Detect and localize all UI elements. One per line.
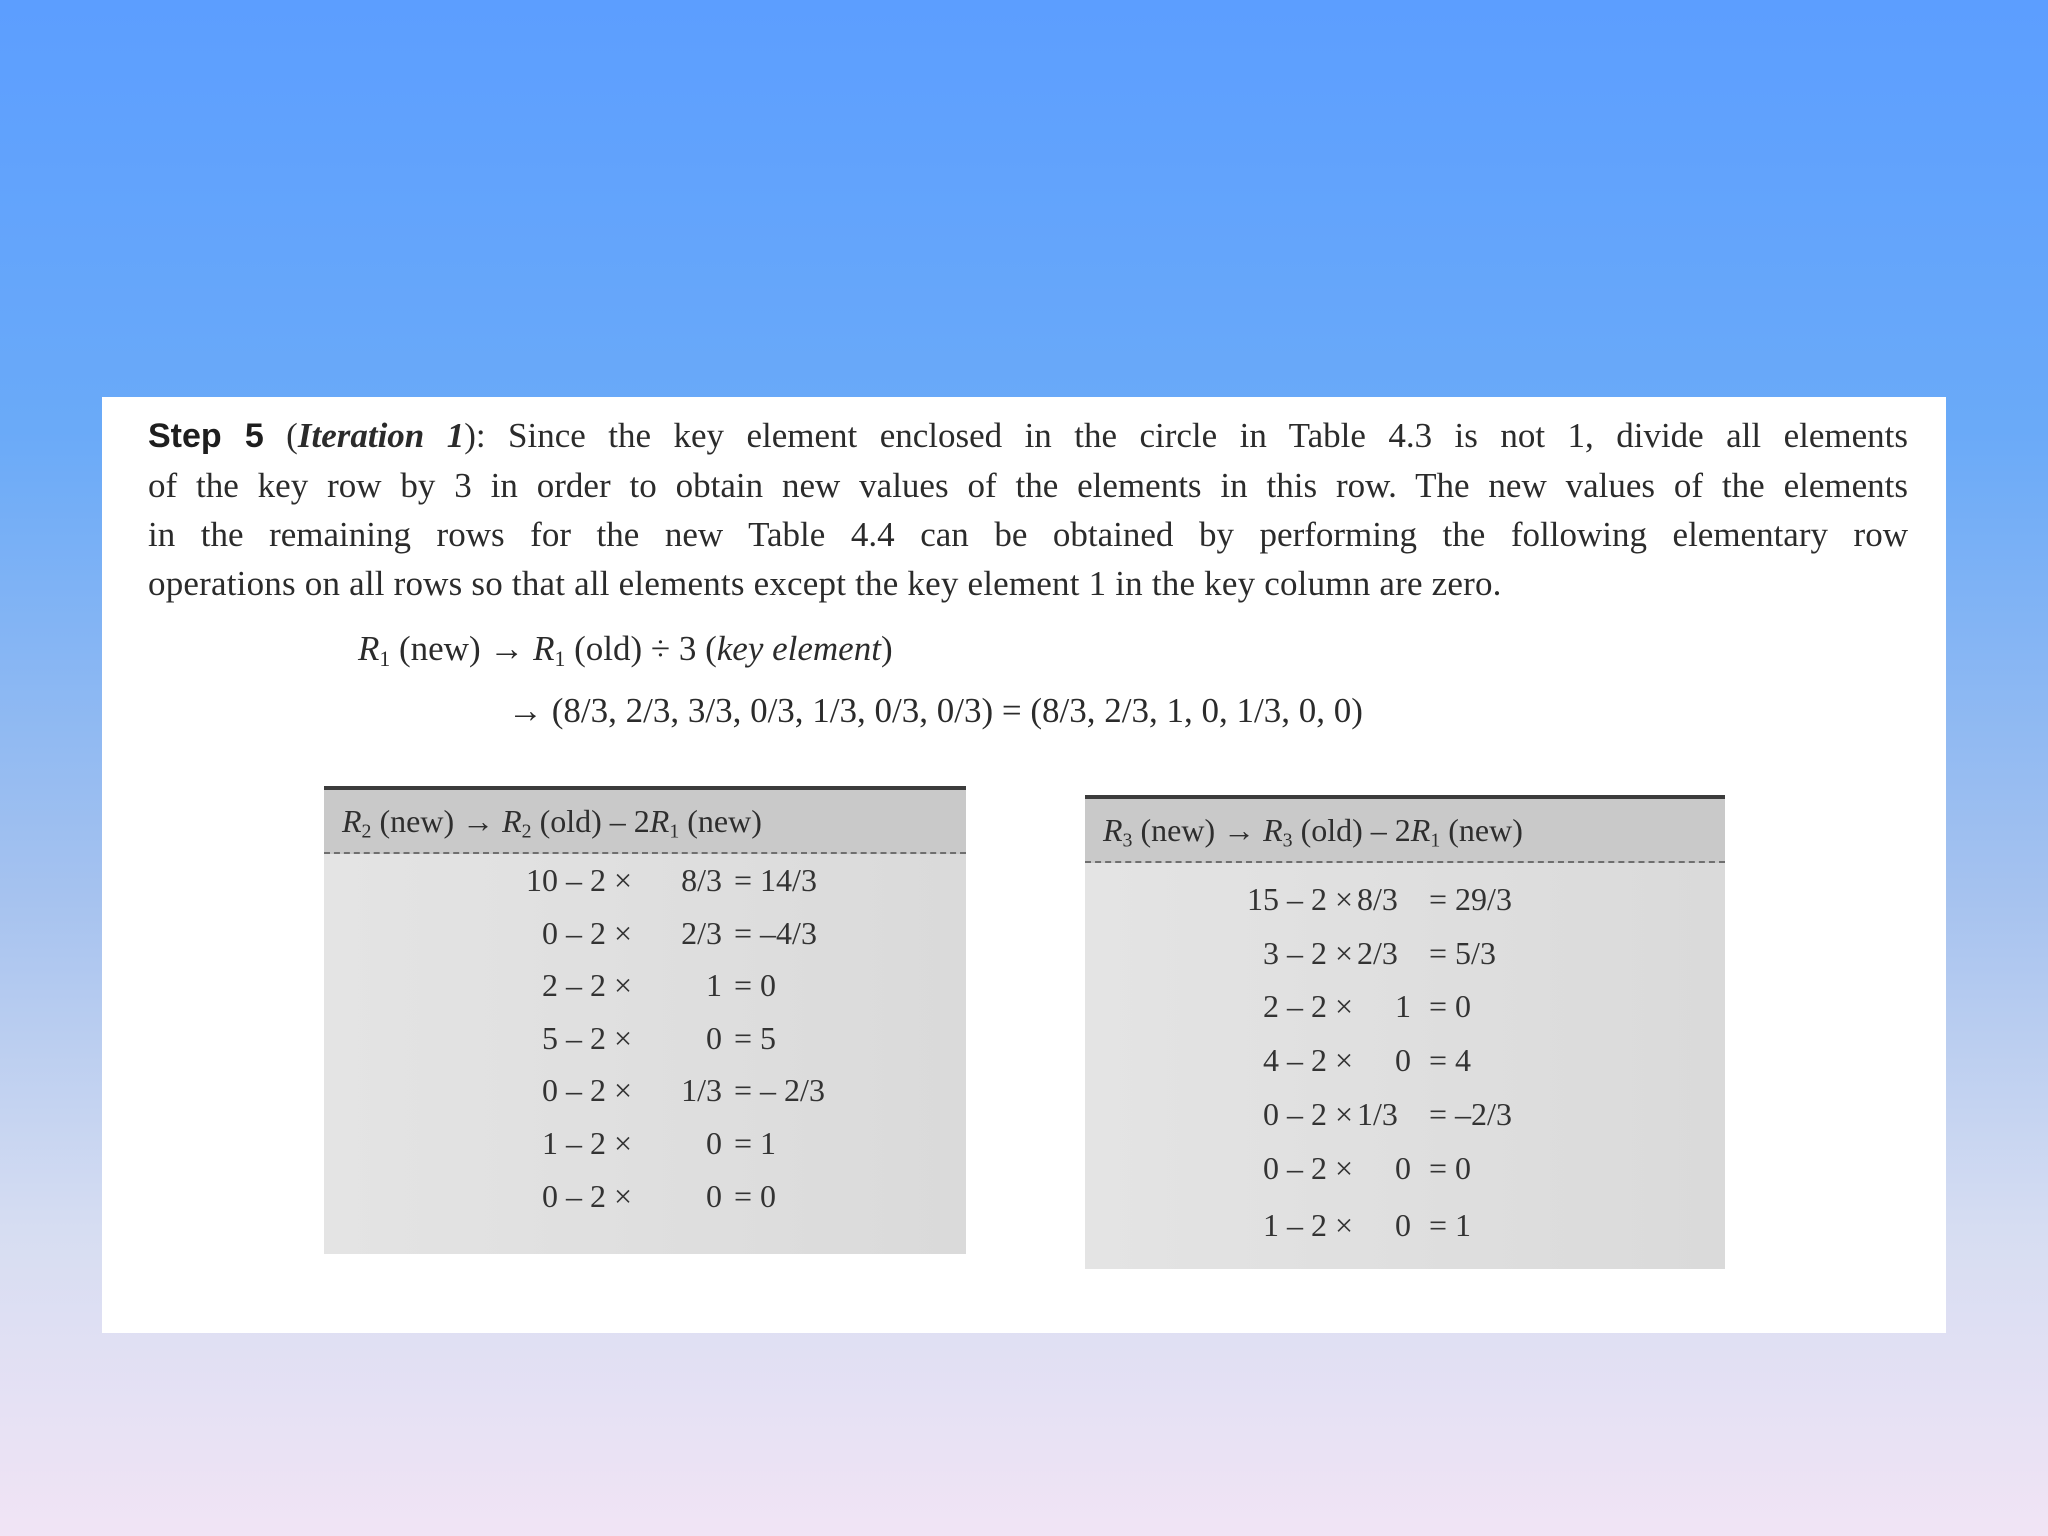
row-result: = 5/3 — [1429, 935, 1496, 971]
table-row — [324, 860, 966, 900]
r3-hdr-r2: R — [1263, 812, 1283, 848]
eq1-r-symbol-2: R — [533, 629, 555, 668]
row-multiplier: 2/3 — [681, 915, 722, 951]
row-lhs: 1 – 2 × — [541, 1125, 632, 1161]
r2-hdr-sub3: 1 — [669, 820, 680, 843]
iteration-label: Iteration 1 — [297, 416, 465, 455]
row-lhs: 4 – 2 × — [1262, 1042, 1353, 1078]
table-row — [324, 965, 966, 1005]
table-row — [1085, 986, 1725, 1026]
eq1-key-element: key element — [716, 629, 881, 668]
table-row — [1085, 1205, 1725, 1245]
row-multiplier: 0 — [1395, 1207, 1411, 1243]
r3-hdr-sub2: 3 — [1282, 829, 1293, 852]
table-row — [324, 1070, 966, 1110]
row-lhs: 5 – 2 × — [541, 1020, 632, 1056]
eq1-r-symbol: R — [358, 629, 380, 668]
r2-hdr-r2: R — [502, 803, 522, 839]
row-multiplier: 0 — [706, 1020, 722, 1056]
row-result: = 5 — [734, 1020, 777, 1056]
r3-hdr-tail: (new) — [1440, 812, 1523, 848]
table-row — [1085, 1094, 1725, 1134]
equation-r1-new — [358, 629, 893, 672]
equation-r1-values: → (8/3, 2/3, 3/3, 0/3, 1/3, 0/3, 0/3) = (8/3, 2/3, 1, 0, 1/3, 0, 0) — [508, 691, 1363, 730]
r2-table-header — [324, 786, 966, 854]
row-result: = 0 — [1429, 1150, 1472, 1186]
row-multiplier: 0 — [706, 1125, 722, 1161]
step5-paragraph — [148, 411, 1908, 608]
row-result: = 0 — [734, 1178, 777, 1214]
r3-table-body — [1085, 863, 1725, 1269]
r2-hdr-sub: 2 — [361, 820, 372, 843]
row-lhs: 0 – 2 × — [1262, 1150, 1353, 1186]
eq1-subscript: 1 — [379, 647, 391, 672]
r3-hdr-r: R — [1103, 812, 1123, 848]
row-multiplier: 0 — [1395, 1150, 1411, 1186]
row-lhs: 2 – 2 × — [1262, 988, 1353, 1024]
eq1-new-text: (new) → — [390, 629, 534, 668]
table-row — [1085, 1148, 1725, 1188]
r3-hdr-sub: 3 — [1122, 829, 1133, 852]
row-result: = –2/3 — [1429, 1096, 1512, 1132]
row-result: = 0 — [734, 967, 777, 1003]
row-result: = 14/3 — [734, 862, 817, 898]
row-multiplier: 1 — [1395, 988, 1411, 1024]
row-lhs: 0 – 2 × — [1262, 1096, 1353, 1132]
row-multiplier: 2/3 — [1357, 935, 1398, 971]
row-multiplier: 0 — [1395, 1042, 1411, 1078]
paragraph-line-4: operations on all rows so that all elements except the key element 1 in the key column are zero. — [148, 564, 1502, 603]
paragraph-line-1 — [148, 411, 1908, 461]
r3-hdr-mid2: (old) – 2 — [1292, 812, 1411, 848]
eq1-close: ) — [880, 629, 893, 668]
row-result: = 0 — [1429, 988, 1472, 1024]
row-lhs: 0 – 2 × — [541, 1178, 632, 1214]
paragraph-line-2: of the key row by 3 in order to obtain new values of the elements in this row. The new values of the elements — [148, 466, 1908, 505]
row-lhs: 0 – 2 × — [541, 1072, 632, 1108]
r3-hdr-mid: (new) → — [1132, 812, 1264, 848]
row-multiplier: 1/3 — [1357, 1096, 1398, 1132]
table-row — [324, 1123, 966, 1163]
table-row — [1085, 1040, 1725, 1080]
r3-row-operations-table — [1085, 795, 1725, 1269]
r3-table-header — [1085, 795, 1725, 863]
row-result: = – 2/3 — [734, 1072, 825, 1108]
row-result: = –4/3 — [734, 915, 817, 951]
paragraph-line-3: in the remaining rows for the new Table 4.4 can be obtained by performing the following elementary row — [148, 515, 1908, 554]
row-multiplier: 8/3 — [681, 862, 722, 898]
eq1-subscript-2: 1 — [554, 647, 566, 672]
row-lhs: 2 – 2 × — [541, 967, 632, 1003]
r2-hdr-sub2: 2 — [521, 820, 532, 843]
r2-table-body — [324, 854, 966, 1254]
r2-hdr-mid2: (old) – 2 — [531, 803, 650, 839]
r2-hdr-tail: (new) — [679, 803, 762, 839]
open-paren: ( — [263, 416, 298, 455]
row-multiplier-2: 8/3 — [1357, 881, 1398, 917]
r2-hdr-r3: R — [649, 803, 670, 839]
row-lhs: 1 – 2 × — [1262, 1207, 1353, 1243]
table-row — [1085, 879, 1725, 919]
row-lhs: 10 – 2 × — [525, 862, 632, 898]
line1-text: Since the key element enclosed in the circle in Table 4.3 is not 1, divide all elements — [485, 416, 1908, 455]
r3-hdr-r3: R — [1410, 812, 1431, 848]
row-multiplier: 0 — [706, 1178, 722, 1214]
row-result: = 29/3 — [1429, 881, 1512, 917]
eq1-old-text: (old) ÷ 3 ( — [565, 629, 717, 668]
row-result: = 1 — [1429, 1207, 1472, 1243]
row-lhs: 3 – 2 × — [1262, 935, 1353, 971]
row-result: = 1 — [734, 1125, 777, 1161]
r3-hdr-sub3: 1 — [1430, 829, 1441, 852]
step-label: Step 5 — [148, 417, 264, 455]
table-row — [1085, 933, 1725, 973]
table-row — [324, 913, 966, 953]
r2-hdr-r: R — [342, 803, 362, 839]
row-lhs: 0 – 2 × — [541, 915, 632, 951]
row-multiplier: 1/3 — [681, 1072, 722, 1108]
r2-row-operations-table — [324, 786, 966, 1254]
row-result: = 4 — [1429, 1042, 1472, 1078]
row-multiplier: 1 — [706, 967, 722, 1003]
after-iteration: ): — [464, 416, 486, 455]
table-row — [324, 1018, 966, 1058]
r2-hdr-mid: (new) → — [371, 803, 503, 839]
table-row — [324, 1176, 966, 1216]
row-lhs: 15 – 2 × — [1246, 881, 1353, 917]
